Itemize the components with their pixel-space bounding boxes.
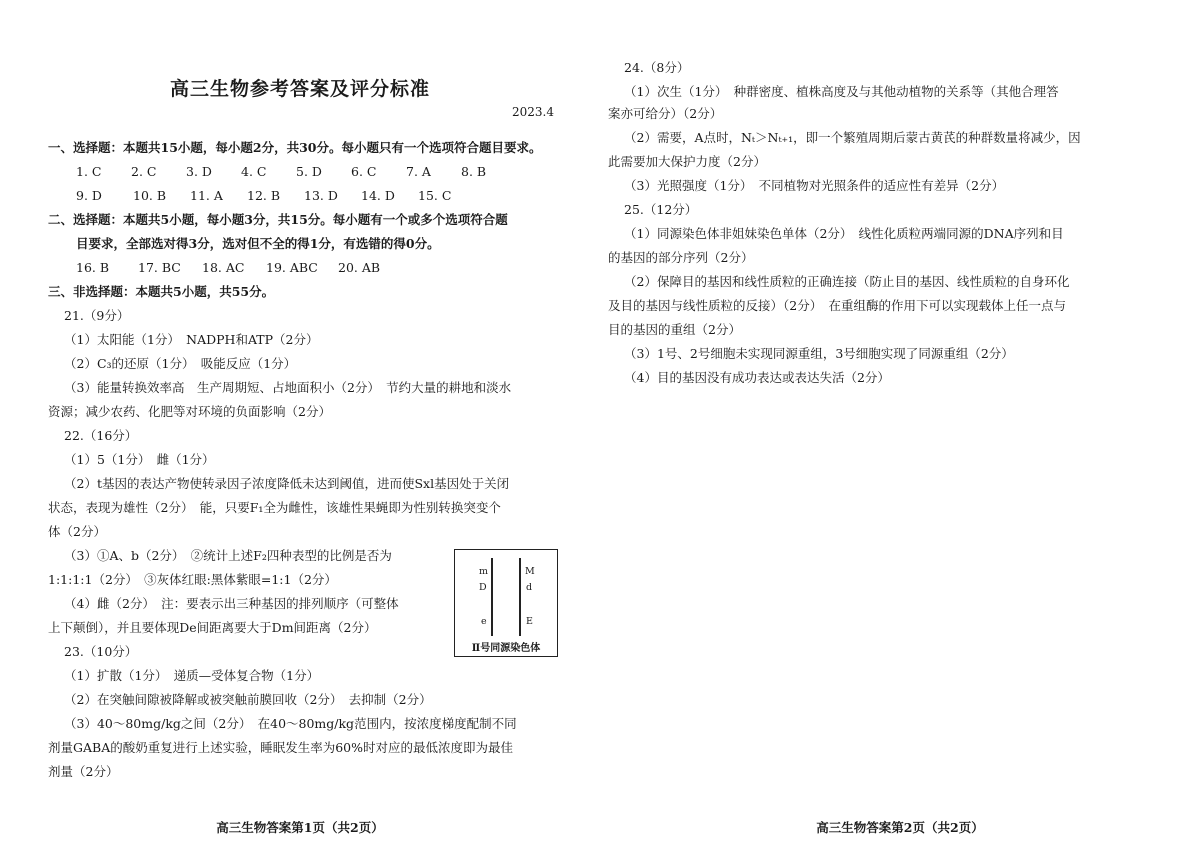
q25-part-2-cont: 及目的基因与线性质粒的反接）（2分） 在重组酶的作用下可以实现载体上任一点与 xyxy=(608,298,1066,313)
q25-header: 25.（12分） xyxy=(624,202,698,217)
mc-answer: 17. BC xyxy=(138,260,181,275)
q21-part-1: （1）太阳能（1分） NADPH和ATP（2分） xyxy=(64,332,319,347)
mc-answer: 3. D xyxy=(186,164,212,179)
mc-answer: 7. A xyxy=(406,164,431,179)
mc-answer: 6. C xyxy=(351,164,377,179)
q22-part-3-cont: 1:1:1:1（2分） ③灰体红眼:黑体紫眼=1:1（2分） xyxy=(48,572,337,587)
q23-part-3: （3）40～80mg/kg之间（2分） 在40～80mg/kg范围内，按浓度梯度配制不同 xyxy=(64,716,517,731)
q23-part-1: （1）扩散（1分） 递质—受体复合物（1分） xyxy=(64,668,320,683)
chromosome-right xyxy=(519,558,521,636)
q22-header: 22.（16分） xyxy=(64,428,138,443)
mc-answer: 9. D xyxy=(76,188,102,203)
mc-answers-row-2 xyxy=(76,188,475,203)
q22-part-1: （1）5（1分） 雌（1分） xyxy=(64,452,215,467)
mc-answer: 13. D xyxy=(304,188,338,203)
gene-label: D xyxy=(479,582,487,593)
answer-page-2 xyxy=(600,0,1200,848)
q24-part-2-cont: 此需要加大保护力度（2分） xyxy=(608,154,766,169)
mc-answer: 1. C xyxy=(76,164,102,179)
q21-part-2: （2）C₃的还原（1分） 吸能反应（1分） xyxy=(64,356,297,371)
q21-header: 21.（9分） xyxy=(64,308,130,323)
q23-header: 23.（10分） xyxy=(64,644,138,659)
q25-part-2: （2）保障目的基因和线性质粒的正确连接（防止目的基因、线性质粒的自身环化 xyxy=(624,274,1070,289)
page-title: 高三生物参考答案及评分标准 xyxy=(169,78,430,100)
mc-answer: 12. B xyxy=(247,188,281,203)
mc-answer: 4. C xyxy=(241,164,267,179)
mc-answer: 15. C xyxy=(418,188,452,203)
q22-part-4: （4）雌（2分） 注：要表示出三种基因的排列顺序（可整体 xyxy=(64,596,399,611)
exam-date: 2023.4 xyxy=(512,105,554,119)
q25-part-3: （3）1号、2号细胞未实现同源重组，3号细胞实现了同源重组（2分） xyxy=(624,346,1014,361)
q23-part-3-cont: 剂量（2分） xyxy=(48,764,119,779)
q24-part-1-cont: 案亦可给分）（2分） xyxy=(608,106,723,121)
q25-part-2-cont: 目的基因的重组（2分） xyxy=(608,322,741,337)
q22-part-4-cont: 上下颠倒），并且要体现De间距离要大于Dm间距离（2分） xyxy=(48,620,377,635)
mc-answers-row-3 xyxy=(76,260,398,275)
q22-part-2-cont: 体（2分） xyxy=(48,524,106,539)
q24-header: 24.（8分） xyxy=(624,60,690,75)
mc-answer: 18. AC xyxy=(202,260,245,275)
q24-part-2: （2）需要，A点时，Nₜ＞Nₜ₊₁，即一个繁殖周期后蒙古黄芪的种群数量将减少，因 xyxy=(624,130,1081,145)
chromosome-left xyxy=(491,558,493,636)
gene-label: M xyxy=(525,566,535,577)
figure-caption: Ⅱ号同源染色体 xyxy=(471,643,541,654)
q22-part-2: （2）t基因的表达产物使转录因子浓度降低未达到阈值，进而使Sxl基因处于关闭 xyxy=(64,476,510,491)
mc-answer: 19. ABC xyxy=(266,260,318,275)
mc-answer: 8. B xyxy=(461,164,487,179)
gene-label: e xyxy=(481,616,487,627)
mc-answer: 11. A xyxy=(190,188,223,203)
gene-label: m xyxy=(479,566,489,577)
q23-part-2: （2）在突触间隙被降解或被突触前膜回收（2分） 去抑制（2分） xyxy=(64,692,432,707)
q24-part-3: （3）光照强度（1分） 不同植物对光照条件的适应性有差异（2分） xyxy=(624,178,1005,193)
q21-part-3-cont: 资源；减少农药、化肥等对环境的负面影响（2分） xyxy=(48,404,331,419)
section-2-header-cont: 目要求，全部选对得3分，选对但不全的得1分，有选错的得0分。 xyxy=(76,236,440,251)
homologous-chromosome-figure xyxy=(454,549,558,657)
page-footer: 高三生物答案第2页（共2页） xyxy=(816,820,984,835)
q25-part-1: （1）同源染色体非姐妹染色单体（2分） 线性化质粒两端同源的DNA序列和目 xyxy=(624,226,1064,241)
q22-part-2-cont: 状态，表现为雄性（2分） 能，只要F₁全为雌性，该雄性果蝇即为性别转换突变个 xyxy=(48,500,501,515)
q25-part-4: （4）目的基因没有成功表达或表达失活（2分） xyxy=(624,370,890,385)
mc-answers-row-1 xyxy=(76,164,516,179)
section-2-header: 二、选择题：本题共5小题，每小题3分，共15分。每小题有一个或多个选项符合题 xyxy=(48,212,508,227)
q24-part-1: （1）次生（1分） 种群密度、植株高度及与其他动植物的关系等（其他合理答 xyxy=(624,84,1059,99)
gene-label: d xyxy=(526,582,533,593)
mc-answer: 20. AB xyxy=(338,260,381,275)
mc-answer: 14. D xyxy=(361,188,395,203)
mc-answer: 5. D xyxy=(296,164,322,179)
mc-answer: 10. B xyxy=(133,188,167,203)
q21-part-3: （3）能量转换效率高 生产周期短、占地面积小（2分） 节约大量的耕地和淡水 xyxy=(64,380,512,395)
section-1-header: 一、选择题：本题共15小题，每小题2分，共30分。每小题只有一个选项符合题目要求。 xyxy=(48,140,542,155)
mc-answer: 2. C xyxy=(131,164,157,179)
section-3-header: 三、非选择题：本题共5小题，共55分。 xyxy=(48,284,275,299)
q23-part-3-cont: 剂量GABA的酸奶重复进行上述实验，睡眠发生率为60%时对应的最低浓度即为最佳 xyxy=(48,740,514,755)
mc-answer: 16. B xyxy=(76,260,110,275)
gene-label: E xyxy=(526,616,533,627)
q25-part-1-cont: 的基因的部分序列（2分） xyxy=(608,250,754,265)
page-footer: 高三生物答案第1页（共2页） xyxy=(216,820,384,835)
q22-part-3: （3）①A、b（2分） ②统计上述F₂四种表型的比例是否为 xyxy=(64,548,392,563)
